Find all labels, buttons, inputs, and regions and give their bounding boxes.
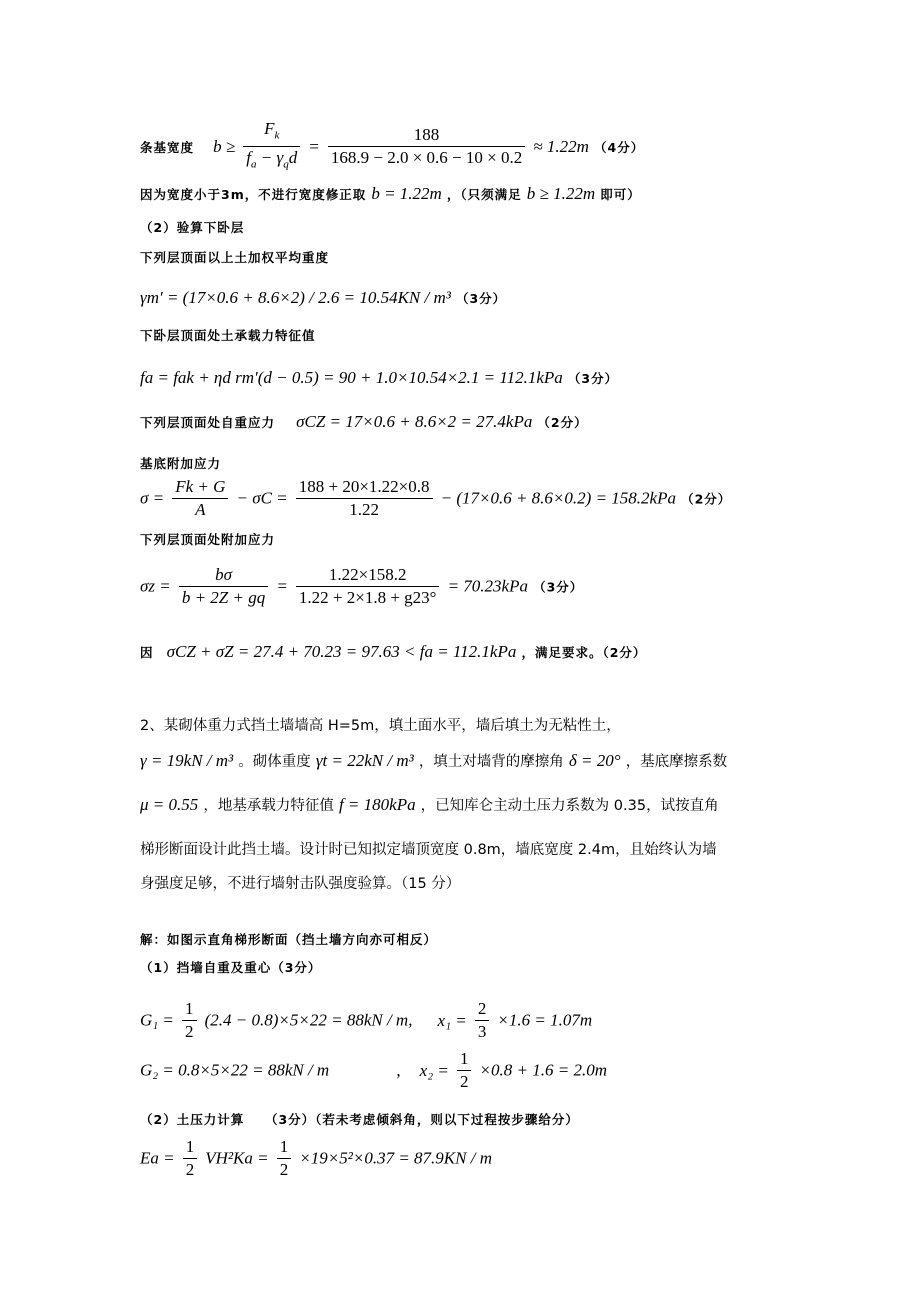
problem2-line2 <box>140 750 727 771</box>
x2-lhs: x₂ = <box>419 1060 449 1080</box>
width-fraction-1: $\frac{F_k}{f_a - \gamma_qd}$ <box>243 118 300 176</box>
add-points: （3分） <box>533 579 584 595</box>
add-fraction-1: $\frac{b\sigma}{b + 2Z + gq}$ <box>179 564 268 609</box>
problem2-gamma: γ = 19kN / m³ <box>140 751 234 770</box>
width-eq: = <box>308 136 320 156</box>
solution2-sub2: （2）土压力计算 （3分）（若未考虑倾斜角，则以下过程按步骤给分） <box>140 1112 579 1127</box>
problem2-line3 <box>140 794 719 815</box>
g1-fraction: $\frac{1}{2}$ <box>182 998 197 1043</box>
problem2-line2-text-d: ，填土对墙背的摩擦角 <box>418 754 564 770</box>
width-note-e: 即可） <box>600 187 641 202</box>
problem2-line1: 2、某砌体重力式挡土墙墙高 H=5m，填土面水平，墙后填土为无粘性土， <box>140 718 621 734</box>
solution2-sub1: （1）挡墙自重及重心（3分） <box>140 960 322 975</box>
selfweight-line <box>140 412 588 432</box>
additional-stress-formula-line <box>140 564 583 609</box>
width-result: ≈ 1.22m <box>533 136 589 156</box>
ea-mid: VH²Ka = <box>205 1148 269 1168</box>
problem2-line2-text-f: ，基底摩擦系数 <box>625 754 728 770</box>
check-formula: σCZ + σZ = 27.4 + 70.23 = 97.63 < fa = 112.1kPa <box>166 642 517 661</box>
x2-rest: ×0.8 + 1.6 = 2.0m <box>479 1060 607 1080</box>
width-formula-line <box>140 118 644 176</box>
ea-fraction-2: $\frac{1}{2}$ <box>277 1136 292 1181</box>
x2-fraction: $\frac{1}{2}$ <box>457 1048 472 1093</box>
add-lhs: σz = <box>140 576 171 596</box>
bearing-label: 下卧层顶面处土承载力特征值 <box>140 328 316 343</box>
ea-rest: ×19×5²×0.37 = 87.9KN / m <box>299 1148 492 1168</box>
x1-lhs: x₁ = <box>437 1010 467 1030</box>
problem2-delta: δ = 20° <box>568 751 621 770</box>
g1-lhs: G₁ = <box>140 1010 174 1030</box>
add-eq: = <box>276 576 288 596</box>
ea-lhs: Ea = <box>140 1148 175 1168</box>
g1-rest: (2.4 − 0.8)×5×22 = 88kN / m, <box>204 1010 413 1030</box>
problem2-line4: 梯形断面设计此挡土墙。设计时已知拟定墙顶宽度 0.8m，墙底宽度 2.4m，且始终认为墙 <box>140 842 717 858</box>
width-note-line <box>140 184 641 204</box>
avg-weight-formula: γm′ = (17×0.6 + 8.6×2) / 2.6 = 10.54KN / m³ <box>140 288 451 307</box>
width-note-a: 因为宽度小于3m，不进行宽度修正取 <box>140 187 367 202</box>
selfweight-formula: σCZ = 17×0.6 + 8.6×2 = 27.4kPa <box>296 412 533 431</box>
check-suffix: ，满足要求。（2分） <box>521 645 647 660</box>
base-stress-formula-line <box>140 476 731 521</box>
selfweight-points: （2分） <box>537 415 588 430</box>
width-points: （4分） <box>594 139 645 155</box>
base-points: （2分） <box>681 491 732 507</box>
add-fraction-2: $\frac{1.22\times 158.2}{1.22 + 2\times 1.8 + g23^\circ}$ <box>296 564 440 609</box>
bearing-formula-line <box>140 368 618 388</box>
selfweight-label: 下列层顶面处自重应力 <box>140 415 276 430</box>
solution2-intro: 解：如图示直角梯形断面（挡土墙方向亦可相反） <box>140 932 438 947</box>
ea-fraction-1: $\frac{1}{2}$ <box>183 1136 198 1181</box>
problem2-line3-text-b: ，地基承载力特征值 <box>203 798 334 814</box>
sub-heading-2: （2）验算下卧层 <box>140 220 245 235</box>
base-fraction-1: $\frac{Fk + G}{A}$ <box>172 476 228 521</box>
width-lhs: b ≥ <box>213 136 236 156</box>
problem2-line5: 身强度足够，不进行墙射击队强度验算。（15 分） <box>140 876 461 892</box>
ea-line <box>140 1136 492 1181</box>
g1-line <box>140 998 592 1043</box>
width-label: 条基宽度 <box>140 139 195 155</box>
avg-weight-label: 下列层顶面以上土加权平均重度 <box>140 250 330 265</box>
check-prefix: 因 <box>140 645 154 660</box>
additional-stress-label: 下列层顶面处附加应力 <box>140 532 276 547</box>
g2-formula: G₂ = 0.8×5×22 = 88kN / m <box>140 1060 330 1080</box>
problem2-line2-text-b: 。砌体重度 <box>238 754 311 770</box>
problem2-gamma-t: γt = 22kN / m³ <box>315 751 414 770</box>
problem2-f: f = 180kPa <box>338 795 416 814</box>
add-result: = 70.23kPa <box>447 576 528 596</box>
problem2-mu: μ = 0.55 <box>140 795 199 814</box>
width-fraction-2: $\frac{188}{168.9 - 2.0 \times 0.6 - 10 \times 0.2}$ <box>328 124 525 169</box>
check-line <box>140 642 646 662</box>
width-note-d: b ≥ 1.22m <box>526 184 596 203</box>
base-tail: − (17×0.6 + 8.6×0.2) = 158.2kPa <box>440 488 676 508</box>
base-mid: − σC = <box>236 488 288 508</box>
base-fraction-2: $\frac{188 + 20\times 1.22\times 0.8}{1.22}$ <box>296 476 433 521</box>
bearing-formula: fa = fak + ηd rm′(d − 0.5) = 90 + 1.0×10.54×2.1 = 112.1kPa <box>140 368 563 387</box>
g2-line <box>140 1048 607 1093</box>
avg-weight-formula-line <box>140 288 506 308</box>
bearing-points: （3分） <box>567 371 619 386</box>
x1-fraction: $\frac{2}{3}$ <box>475 998 490 1043</box>
x2-comma: , <box>396 1060 401 1080</box>
width-note-c: ，（只须满足 <box>446 187 522 202</box>
base-stress-label: 基底附加应力 <box>140 456 222 471</box>
problem2-line3-text-d: ，已知库仑主动土压力系数为 0.35，试按直角 <box>420 798 719 814</box>
avg-weight-points: （3分） <box>455 291 507 306</box>
width-note-b: b = 1.22m <box>371 184 442 203</box>
base-sigma: σ = <box>140 488 165 508</box>
x1-rest: ×1.6 = 1.07m <box>497 1010 593 1030</box>
